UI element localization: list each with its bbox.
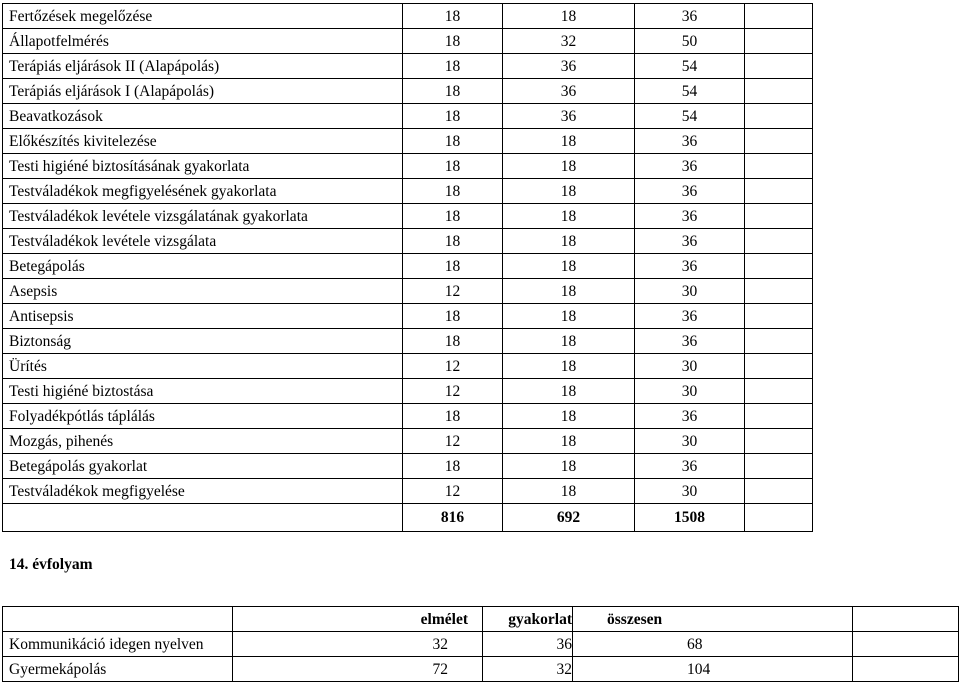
- empty-cell: [745, 354, 813, 379]
- empty-cell: [745, 479, 813, 504]
- practice-hours: 18: [503, 379, 635, 404]
- theory-hours: 18: [403, 204, 503, 229]
- subject-name: Testi higiéné biztosításának gyakorlata: [3, 154, 403, 179]
- empty-cell: [853, 632, 959, 657]
- subject-name: Beavatkozások: [3, 104, 403, 129]
- practice-hours: 18: [503, 304, 635, 329]
- theory-hours: 18: [403, 154, 503, 179]
- practice-hours: 18: [503, 4, 635, 29]
- practice-hours: 36: [503, 54, 635, 79]
- total-hours: 30: [635, 354, 745, 379]
- subject-name: Folyadékpótlás táplálás: [3, 404, 403, 429]
- theory-hours: 18: [403, 404, 503, 429]
- practice-hours: 18: [503, 179, 635, 204]
- total-hours: 30: [635, 279, 745, 304]
- theory-hours: 18: [403, 329, 503, 354]
- empty-cell: [745, 329, 813, 354]
- subject-name: Testváladékok megfigyelésének gyakorlata: [3, 179, 403, 204]
- empty-cell: [745, 29, 813, 54]
- practice-hours: 36: [503, 79, 635, 104]
- header-cell-empty: [3, 607, 233, 632]
- total-hours: 30: [635, 379, 745, 404]
- empty-cell: [3, 504, 403, 532]
- subject-name: Terápiás eljárások I (Alapápolás): [3, 79, 403, 104]
- practice-hours: 18: [503, 479, 635, 504]
- table-row: [3, 154, 813, 179]
- total-hours: 36: [635, 329, 745, 354]
- practice-hours: 18: [503, 429, 635, 454]
- empty-cell: [853, 657, 959, 682]
- subject-name: Betegápolás gyakorlat: [3, 454, 403, 479]
- subject-name: Testi higiéné biztostása: [3, 379, 403, 404]
- hours-table-14-body: [3, 632, 959, 682]
- total-hours: 104: [573, 657, 853, 682]
- empty-cell: [745, 179, 813, 204]
- total-hours: 30: [635, 429, 745, 454]
- table-row: [3, 454, 813, 479]
- total-hours: 54: [635, 54, 745, 79]
- practice-hours: 36: [483, 632, 573, 657]
- subject-name: Antisepsis: [3, 304, 403, 329]
- empty-cell: [745, 254, 813, 279]
- table-header-row: [3, 607, 959, 632]
- table-row: [3, 179, 813, 204]
- practice-hours: 18: [503, 154, 635, 179]
- table-row: [3, 229, 813, 254]
- table-row: [3, 379, 813, 404]
- total-hours: 36: [635, 4, 745, 29]
- practice-hours: 18: [503, 354, 635, 379]
- total-hours: 36: [635, 179, 745, 204]
- theory-hours: 18: [403, 104, 503, 129]
- subject-name: Asepsis: [3, 279, 403, 304]
- subject-name: Testváladékok megfigyelése: [3, 479, 403, 504]
- theory-hours: 18: [403, 454, 503, 479]
- subject-name: Mozgás, pihenés: [3, 429, 403, 454]
- table-row: [3, 404, 813, 429]
- theory-hours: 12: [403, 479, 503, 504]
- hours-table-14: [2, 606, 959, 682]
- practice-hours: 18: [503, 229, 635, 254]
- practice-hours: 18: [503, 204, 635, 229]
- empty-cell: [745, 54, 813, 79]
- theory-hours: 12: [403, 379, 503, 404]
- theory-hours: 18: [403, 229, 503, 254]
- practice-hours: 36: [503, 104, 635, 129]
- table-row: [3, 254, 813, 279]
- empty-cell: [745, 304, 813, 329]
- theory-hours: 32: [233, 632, 483, 657]
- empty-cell: [745, 504, 813, 532]
- subject-name: Biztonság: [3, 329, 403, 354]
- totals-row: [3, 504, 813, 532]
- table-row: [3, 279, 813, 304]
- subject-name: Testváladékok levétele vizsgálata: [3, 229, 403, 254]
- theory-total: 816: [403, 504, 503, 532]
- practice-hours: 32: [503, 29, 635, 54]
- subject-name: Ürítés: [3, 354, 403, 379]
- header-cell-empty: [853, 607, 959, 632]
- practice-hours: 18: [503, 279, 635, 304]
- practice-hours: 18: [503, 404, 635, 429]
- total-hours: 36: [635, 204, 745, 229]
- theory-hours: 72: [233, 657, 483, 682]
- practice-total: 692: [503, 504, 635, 532]
- theory-hours: 18: [403, 54, 503, 79]
- hours-table-13: [2, 3, 813, 532]
- table-row: [3, 632, 959, 657]
- table-row: [3, 4, 813, 29]
- section-heading: 14. évfolyam: [9, 556, 93, 573]
- total-hours: 36: [635, 404, 745, 429]
- hours-table-13-body: [3, 4, 813, 532]
- theory-hours: 18: [403, 129, 503, 154]
- total-hours: 54: [635, 79, 745, 104]
- total-hours: 50: [635, 29, 745, 54]
- total-hours: 68: [573, 632, 853, 657]
- subject-name: Gyermekápolás: [3, 657, 233, 682]
- table-row: [3, 29, 813, 54]
- empty-cell: [745, 279, 813, 304]
- theory-hours: 18: [403, 304, 503, 329]
- empty-cell: [745, 129, 813, 154]
- grand-total: 1508: [635, 504, 745, 532]
- practice-hours: 18: [503, 129, 635, 154]
- table-row: [3, 104, 813, 129]
- total-hours: 36: [635, 304, 745, 329]
- table-row: [3, 329, 813, 354]
- theory-hours: 18: [403, 179, 503, 204]
- total-hours: 54: [635, 104, 745, 129]
- total-hours: 36: [635, 254, 745, 279]
- empty-cell: [745, 154, 813, 179]
- empty-cell: [745, 204, 813, 229]
- total-hours: 36: [635, 154, 745, 179]
- theory-hours: 18: [403, 79, 503, 104]
- table-row: [3, 304, 813, 329]
- theory-hours: 12: [403, 354, 503, 379]
- table-row: [3, 79, 813, 104]
- header-osszesen: összesen: [573, 607, 853, 632]
- table-row: [3, 657, 959, 682]
- total-hours: 36: [635, 229, 745, 254]
- subject-name: Állapotfelmérés: [3, 29, 403, 54]
- theory-hours: 18: [403, 4, 503, 29]
- subject-name: Betegápolás: [3, 254, 403, 279]
- empty-cell: [745, 404, 813, 429]
- total-hours: 36: [635, 129, 745, 154]
- empty-cell: [745, 229, 813, 254]
- subject-name: Kommunikáció idegen nyelven: [3, 632, 233, 657]
- total-hours: 30: [635, 479, 745, 504]
- total-hours: 36: [635, 454, 745, 479]
- empty-cell: [745, 104, 813, 129]
- empty-cell: [745, 79, 813, 104]
- practice-hours: 18: [503, 454, 635, 479]
- practice-hours: 18: [503, 329, 635, 354]
- empty-cell: [745, 379, 813, 404]
- practice-hours: 18: [503, 254, 635, 279]
- theory-hours: 18: [403, 29, 503, 54]
- subject-name: Előkészítés kivitelezése: [3, 129, 403, 154]
- subject-name: Fertőzések megelőzése: [3, 4, 403, 29]
- table-row: [3, 129, 813, 154]
- subject-name: Testváladékok levétele vizsgálatának gyakorlata: [3, 204, 403, 229]
- table-row: [3, 479, 813, 504]
- empty-cell: [745, 454, 813, 479]
- theory-hours: 12: [403, 279, 503, 304]
- table-row: [3, 354, 813, 379]
- theory-hours: 18: [403, 254, 503, 279]
- subject-name: Terápiás eljárások II (Alapápolás): [3, 54, 403, 79]
- header-gyakorlat: gyakorlat: [483, 607, 573, 632]
- table-row: [3, 54, 813, 79]
- table-row: [3, 429, 813, 454]
- empty-cell: [745, 429, 813, 454]
- practice-hours: 32: [483, 657, 573, 682]
- header-elmelet: elmélet: [233, 607, 483, 632]
- theory-hours: 12: [403, 429, 503, 454]
- empty-cell: [745, 4, 813, 29]
- table-row: [3, 204, 813, 229]
